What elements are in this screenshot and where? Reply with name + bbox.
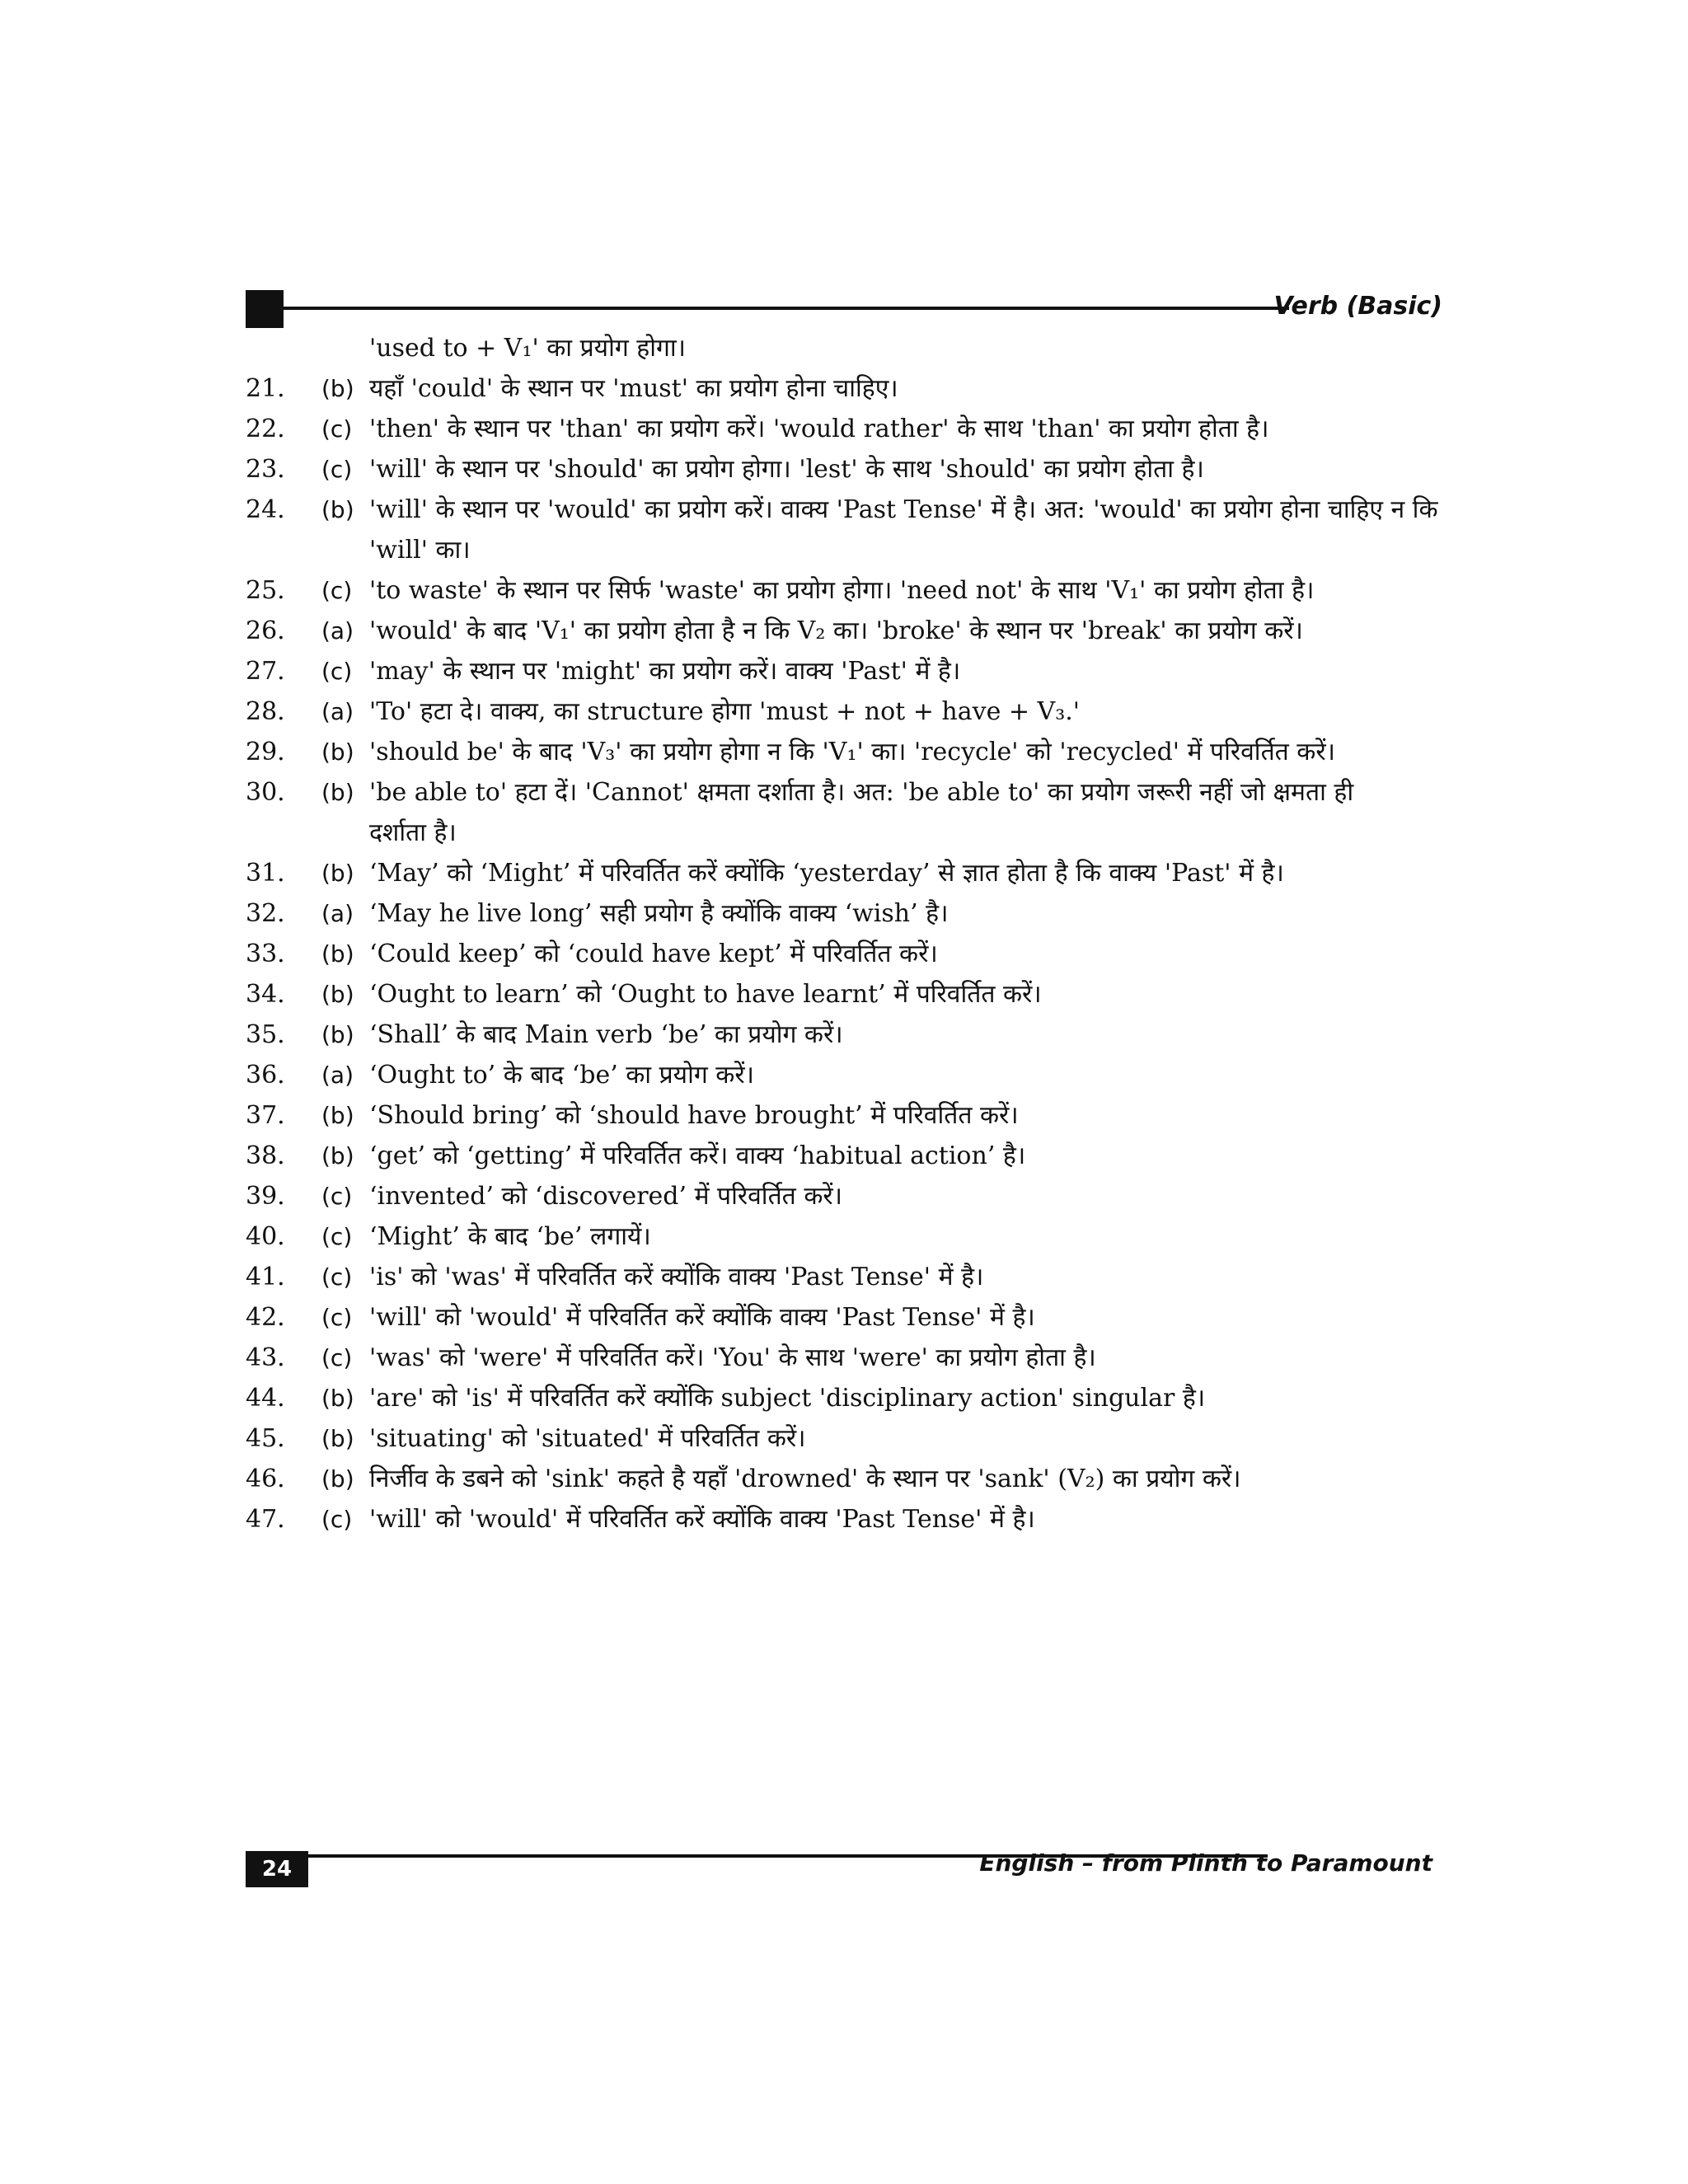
answer-item bbox=[246, 368, 1449, 409]
answer-option: (b) bbox=[321, 1021, 354, 1048]
answer-item bbox=[246, 974, 1449, 1015]
answer-item bbox=[246, 611, 1449, 651]
explanation-text: 'will' के स्थान पर 'would' का प्रयोग करें। वाक्य 'Past Tense' में है। अत: 'would' का प्रयोग होना चाहिए न कि bbox=[369, 495, 1438, 524]
question-number: 38. bbox=[246, 1141, 285, 1170]
explanation-text: ‘May’ को ‘Might’ में परिवर्तित करें क्योंकि ‘yesterday’ से ज्ञात होता है कि वाक्य 'Past' में है। bbox=[369, 859, 1284, 888]
question-number: 30. bbox=[246, 778, 285, 807]
explanation-text: 'situating' को 'situated' में परिवर्तित करें। bbox=[369, 1424, 806, 1453]
question-number: 29. bbox=[246, 738, 285, 766]
answer-item bbox=[246, 853, 1449, 893]
answer-item bbox=[246, 1015, 1449, 1055]
answer-option: (b) bbox=[321, 779, 354, 806]
answer-option: (b) bbox=[321, 1465, 354, 1493]
answer-item bbox=[246, 1378, 1449, 1418]
answer-option: (c) bbox=[321, 1344, 353, 1371]
answer-option: (a) bbox=[321, 1062, 354, 1089]
explanation-text: 'are' को 'is' में परिवर्तित करें क्योंकि subject 'disciplinary action' singular है। bbox=[369, 1384, 1206, 1413]
explanation-text: 'will' को 'would' में परिवर्तित करें क्योंकि वाक्य 'Past Tense' में है। bbox=[369, 1505, 1035, 1534]
answer-option: (b) bbox=[321, 738, 354, 766]
answer-item bbox=[246, 490, 1449, 530]
header-block-mark bbox=[246, 290, 284, 328]
question-number: 37. bbox=[246, 1101, 285, 1130]
answer-item bbox=[246, 1055, 1449, 1095]
answer-option: (b) bbox=[321, 981, 354, 1008]
explanation-text: 'then' के स्थान पर 'than' का प्रयोग करें। 'would rather' के साथ 'than' का प्रयोग होता है। bbox=[369, 415, 1269, 443]
question-number: 32. bbox=[246, 899, 285, 928]
header-title: Verb (Basic) bbox=[1273, 292, 1442, 321]
answer-item bbox=[246, 772, 1449, 813]
explanation-text: ‘Should bring’ को ‘should have brought’ में परिवर्तित करें। bbox=[369, 1101, 1019, 1130]
answer-item bbox=[246, 691, 1449, 732]
explanation-text: 'should be' के बाद 'V₃' का प्रयोग होगा न कि 'V₁' का। 'recycle' को 'recycled' में परिवर्तित करें। bbox=[369, 738, 1335, 766]
answer-option: (c) bbox=[321, 1506, 353, 1533]
answer-option: (c) bbox=[321, 1223, 353, 1250]
answer-item bbox=[246, 1297, 1449, 1338]
question-number: 43. bbox=[246, 1343, 285, 1372]
question-number: 46. bbox=[246, 1465, 285, 1493]
question-number: 41. bbox=[246, 1263, 285, 1291]
explanation-text: दर्शाता है। bbox=[369, 818, 457, 847]
explanation-text: ‘Shall’ के बाद Main verb ‘be’ का प्रयोग करें। bbox=[369, 1020, 843, 1049]
explanation-text: 'was' को 'were' में परिवर्तित करें। 'You' के साथ 'were' का प्रयोग होता है। bbox=[369, 1343, 1096, 1372]
answer-option: (b) bbox=[321, 940, 354, 968]
question-number: 28. bbox=[246, 697, 285, 726]
question-number: 34. bbox=[246, 980, 285, 1009]
question-number: 33. bbox=[246, 940, 285, 968]
question-number: 35. bbox=[246, 1020, 285, 1049]
answer-item bbox=[246, 1216, 1449, 1257]
explanation-text: 'is' को 'was' में परिवर्तित करें क्योंकि वाक्य 'Past Tense' में है। bbox=[369, 1263, 984, 1291]
explanation-text: ‘May he live long’ सही प्रयोग है क्योंकि वाक्य ‘wish’ है। bbox=[369, 899, 949, 928]
answer-item bbox=[246, 893, 1449, 934]
answer-option: (a) bbox=[321, 900, 354, 927]
answer-option: (c) bbox=[321, 577, 353, 604]
running-footer bbox=[246, 1851, 1442, 1887]
answer-option: (b) bbox=[321, 1102, 354, 1129]
answer-item bbox=[246, 1499, 1449, 1540]
answer-item bbox=[246, 1257, 1449, 1297]
answer-item bbox=[246, 1338, 1449, 1378]
question-number: 40. bbox=[246, 1222, 285, 1251]
explanation-text: ‘invented’ को ‘discovered’ में परिवर्तित करें। bbox=[369, 1182, 842, 1211]
answer-item bbox=[246, 732, 1449, 772]
answer-explanations bbox=[246, 328, 1449, 1540]
answer-option: (b) bbox=[321, 1142, 354, 1169]
explanation-text: 'be able to' हटा दें। 'Cannot' क्षमता दर्शाता है। अत: 'be able to' का प्रयोग जरूरी नहीं जो क्षमता ही bbox=[369, 778, 1354, 807]
answer-item bbox=[246, 651, 1449, 691]
answer-item bbox=[246, 1418, 1449, 1459]
question-number: 23. bbox=[246, 455, 285, 484]
answer-item bbox=[246, 1176, 1449, 1216]
explanation-text: 'will' को 'would' में परिवर्तित करें क्योंकि वाक्य 'Past Tense' में है। bbox=[369, 1303, 1035, 1332]
answer-option: (c) bbox=[321, 1304, 353, 1331]
answer-option: (a) bbox=[321, 617, 354, 644]
question-number: 24. bbox=[246, 495, 285, 524]
explanation-text: 'To' हटा दे। वाक्य, का structure होगा 'must + not + have + V₃.' bbox=[369, 697, 1081, 726]
explanation-text: 'may' के स्थान पर 'might' का प्रयोग करें। वाक्य 'Past' में है। bbox=[369, 657, 961, 686]
answer-item bbox=[246, 934, 1449, 974]
answer-item bbox=[246, 570, 1449, 611]
explanation-text: ‘Could keep’ को ‘could have kept’ में परिवर्तित करें। bbox=[369, 940, 938, 968]
running-header bbox=[246, 290, 1442, 328]
question-number: 22. bbox=[246, 415, 285, 443]
answer-option: (b) bbox=[321, 1385, 354, 1412]
answer-option: (a) bbox=[321, 698, 354, 725]
explanation-text: 'would' के बाद 'V₁' का प्रयोग होता है न कि V₂ का। 'broke' के स्थान पर 'break' का प्रयोग करें। bbox=[369, 616, 1303, 645]
answer-continuation bbox=[246, 530, 1449, 570]
answer-item bbox=[246, 1095, 1449, 1136]
page-number: 24 bbox=[246, 1851, 308, 1887]
footer-book-title: English – from Plinth to Paramount bbox=[979, 1849, 1432, 1877]
explanation-text: ‘Ought to’ के बाद ‘be’ का प्रयोग करें। bbox=[369, 1061, 754, 1090]
answer-option: (c) bbox=[321, 415, 353, 443]
answer-item bbox=[246, 1136, 1449, 1176]
question-number: 21. bbox=[246, 374, 285, 403]
question-number: 25. bbox=[246, 576, 285, 605]
answer-option: (b) bbox=[321, 496, 354, 523]
answer-option: (c) bbox=[321, 1183, 353, 1210]
answer-option: (c) bbox=[321, 456, 353, 483]
question-number: 27. bbox=[246, 657, 285, 686]
explanation-text: 'to waste' के स्थान पर सिर्फ 'waste' का प्रयोग होगा। 'need not' के साथ 'V₁' का प्रयोग होता है। bbox=[369, 576, 1315, 605]
explanation-text: 'will' का। bbox=[369, 536, 471, 565]
question-number: 36. bbox=[246, 1061, 285, 1090]
question-number: 42. bbox=[246, 1303, 285, 1332]
explanation-text: 'will' के स्थान पर 'should' का प्रयोग होगा। 'lest' के साथ 'should' का प्रयोग होता है। bbox=[369, 455, 1204, 484]
question-number: 44. bbox=[246, 1384, 285, 1413]
question-number: 47. bbox=[246, 1505, 285, 1534]
answer-option: (b) bbox=[321, 1425, 354, 1452]
question-number: 45. bbox=[246, 1424, 285, 1453]
explanation-text: यहाँ 'could' के स्थान पर 'must' का प्रयोग होना चाहिए। bbox=[369, 374, 898, 403]
answer-continuation bbox=[246, 813, 1449, 853]
explanation-text: 'used to + V₁' का प्रयोग होगा। bbox=[369, 334, 687, 363]
question-number: 31. bbox=[246, 859, 285, 888]
explanation-text: ‘Ought to learn’ को ‘Ought to have learnt’ में परिवर्तित करें। bbox=[369, 980, 1042, 1009]
question-number: 39. bbox=[246, 1182, 285, 1211]
answer-item bbox=[246, 1459, 1449, 1499]
explanation-text: ‘get’ को ‘getting’ में परिवर्तित करें। वाक्य ‘habitual action’ है। bbox=[369, 1141, 1026, 1170]
explanation-text: निर्जीव के डबने को 'sink' कहते है यहाँ 'drowned' के स्थान पर 'sank' (V₂) का प्रयोग करें। bbox=[369, 1465, 1241, 1493]
answer-option: (c) bbox=[321, 1263, 353, 1291]
answer-option: (b) bbox=[321, 860, 354, 887]
answer-option: (c) bbox=[321, 658, 353, 685]
question-number: 26. bbox=[246, 616, 285, 645]
header-rule bbox=[284, 307, 1289, 310]
answer-item bbox=[246, 449, 1449, 490]
answer-item bbox=[246, 409, 1449, 449]
answer-continuation bbox=[246, 328, 1449, 368]
explanation-text: ‘Might’ के बाद ‘be’ लगायें। bbox=[369, 1222, 651, 1251]
answer-option: (b) bbox=[321, 375, 354, 402]
